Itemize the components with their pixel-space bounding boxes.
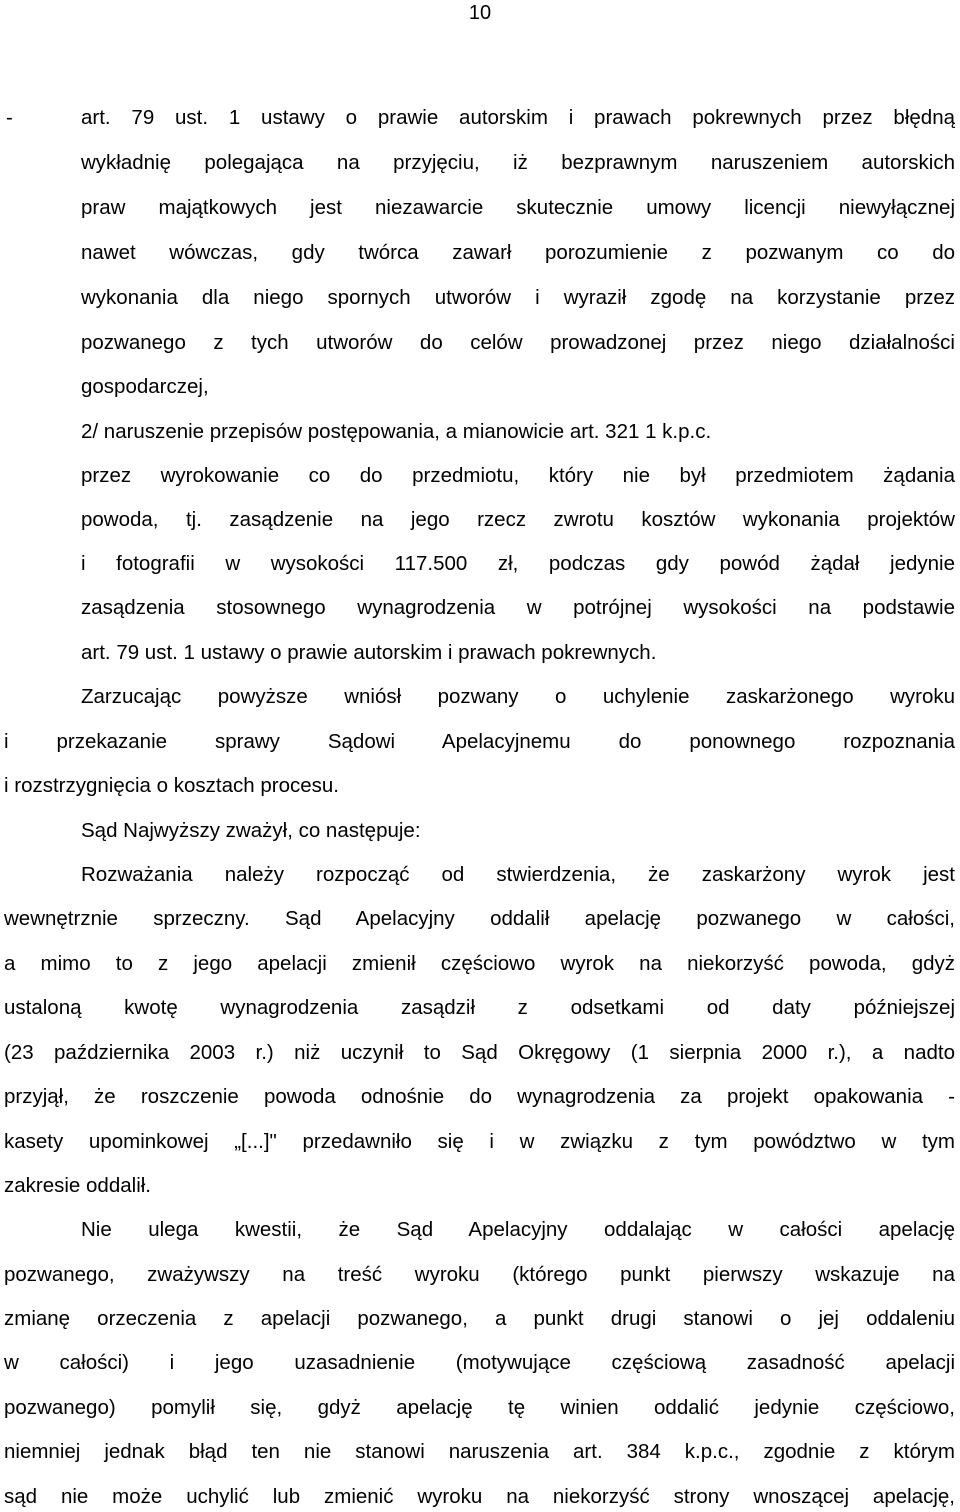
text-line: przyjął, że roszczenie powoda odnośnie do wynagrodzenia za projekt opakowania - <box>4 1085 955 1108</box>
text-line: Zarzucając powyższe wniósł pozwany o uchylenie zaskarżonego wyroku <box>81 685 955 708</box>
text-line: art. 79 ust. 1 ustawy o prawie autorskim i prawach pokrewnych. <box>81 641 657 664</box>
text-line: pozwanego z tych utworów do celów prowadzonej przez niego działalności <box>81 331 955 354</box>
text-line: pozwanego) pomylił się, gdyż apelację tę winien oddalić jedynie częściowo, <box>4 1396 955 1419</box>
text-line: praw majątkowych jest niezawarcie skutecznie umowy licencji niewyłącznej <box>81 196 955 219</box>
text-line: Nie ulega kwestii, że Sąd Apelacyjny oddalając w całości apelację <box>81 1218 955 1241</box>
text-line: w całości) i jego uzasadnienie (motywujące częściową zasadność apelacji <box>4 1351 955 1374</box>
text-line: pozwanego, zważywszy na treść wyroku (którego punkt pierwszy wskazuje na <box>4 1263 955 1286</box>
page-number: 10 <box>468 2 492 24</box>
text-line: (23 października 2003 r.) niż uczynił to Sąd Okręgowy (1 sierpnia 2000 r.), a nadto <box>4 1041 955 1064</box>
text-line: ustaloną kwotę wynagrodzenia zasądził z odsetkami od daty późniejszej <box>4 996 955 1019</box>
text-line: wykładnię polegająca na przyjęciu, iż bezprawnym naruszeniem autorskich <box>81 151 955 174</box>
text-line: zasądzenia stosownego wynagrodzenia w potrójnej wysokości na podstawie <box>81 596 955 619</box>
section-heading: Sąd Najwyższy zważył, co następuje: <box>81 819 421 842</box>
text-line: i fotografii w wysokości 117.500 zł, podczas gdy powód żądał jedynie <box>81 552 955 575</box>
text-line: art. 79 ust. 1 ustawy o prawie autorskim i prawach pokrewnych przez błędną <box>81 106 955 129</box>
text-line: przez wyrokowanie co do przedmiotu, który nie był przedmiotem żądania <box>81 464 955 487</box>
text-line: kasety upominkowej „[...]" przedawniło się i w związku z tym powództwo w tym <box>4 1130 955 1153</box>
text-line: wykonania dla niego spornych utworów i wyraził zgodę na korzystanie przez <box>81 286 955 309</box>
text-line: a mimo to z jego apelacji zmienił częściowo wyrok na niekorzyść powoda, gdyż <box>4 952 955 975</box>
list-dash: - <box>6 106 13 129</box>
text-line: nawet wówczas, gdy twórca zawarł porozumienie z pozwanym co do <box>81 241 955 264</box>
text-line: i rozstrzygnięcia o kosztach procesu. <box>4 774 339 797</box>
text-line: 2/ naruszenie przepisów postępowania, a mianowicie art. 321 1 k.p.c. <box>81 420 712 443</box>
text-line: zakresie oddalił. <box>4 1174 151 1197</box>
text-line: sąd nie może uchylić lub zmienić wyroku na niekorzyść strony wnoszącej apelację, <box>4 1485 955 1508</box>
text-line: i przekazanie sprawy Sądowi Apelacyjnemu do ponownego rozpoznania <box>4 730 955 753</box>
text-line: Rozważania należy rozpocząć od stwierdzenia, że zaskarżony wyrok jest <box>81 863 955 886</box>
text-line: powoda, tj. zasądzenie na jego rzecz zwrotu kosztów wykonania projektów <box>81 508 955 531</box>
text-line: zmianę orzeczenia z apelacji pozwanego, a punkt drugi stanowi o jej oddaleniu <box>4 1307 955 1330</box>
text-line: gospodarczej, <box>81 375 209 398</box>
text-line: wewnętrznie sprzeczny. Sąd Apelacyjny oddalił apelację pozwanego w całości, <box>4 907 955 930</box>
text-line: niemniej jednak błąd ten nie stanowi naruszenia art. 384 k.p.c., zgodnie z którym <box>4 1440 955 1463</box>
